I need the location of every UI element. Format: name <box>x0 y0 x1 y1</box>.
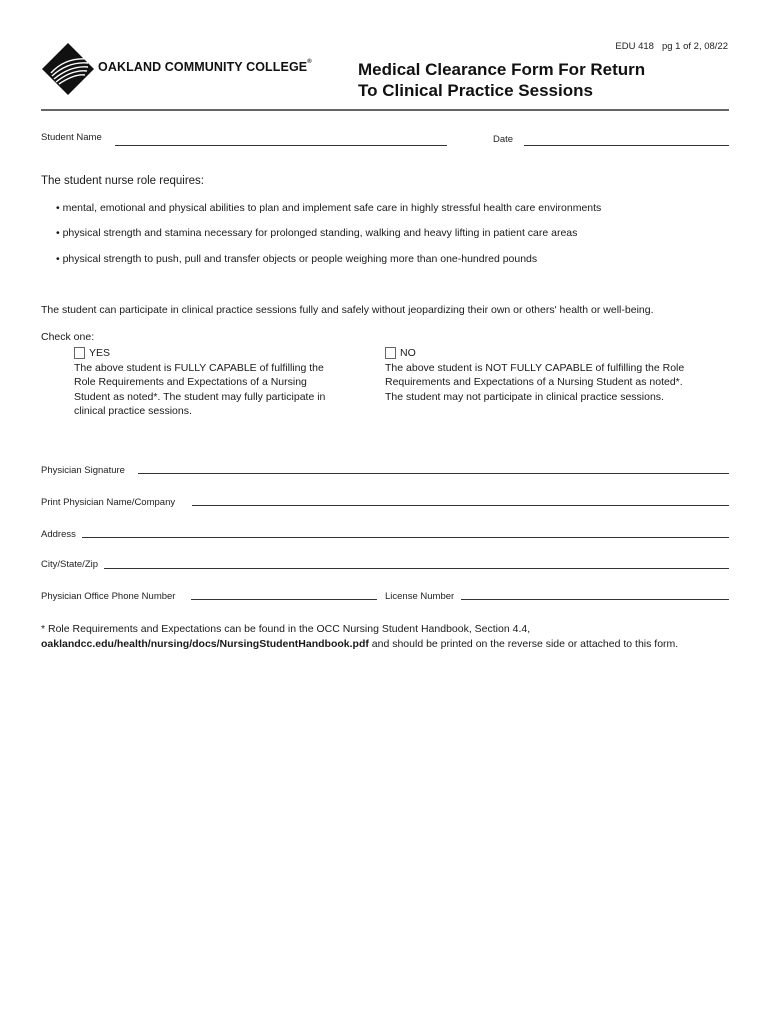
no-description-line: Requirements and Expectations of a Nursing Student as noted*. <box>385 376 683 388</box>
city-state-zip-field[interactable] <box>104 568 729 569</box>
no-checkbox[interactable] <box>385 347 396 359</box>
college-name <box>98 60 312 74</box>
check-one-label: Check one: <box>41 331 95 343</box>
college-logo <box>41 42 331 94</box>
no-description-line: The student may not participate in clinical practice sessions. <box>385 390 664 403</box>
college-logo-icon <box>41 42 95 96</box>
yes-description-line: Student as noted*. The student may fully participate in <box>74 390 326 403</box>
physician-signature-field[interactable] <box>138 473 729 474</box>
physician-phone-label: Physician Office Phone Number <box>41 591 176 602</box>
registered-mark: ® <box>307 59 312 65</box>
address-field[interactable] <box>82 537 729 538</box>
no-label: NO <box>400 347 416 359</box>
physician-phone-field[interactable] <box>191 599 377 600</box>
yes-description-line: clinical practice sessions. <box>74 405 192 417</box>
participation-statement: The student can participate in clinical practice sessions fully and safely without jeopardizing their own or others' health or well-being. <box>41 304 654 316</box>
physician-signature-label: Physician Signature <box>41 465 125 476</box>
requirement-bullet-2: • physical strength and stamina necessary for prolonged standing, walking and heavy lifting in patient care areas <box>56 227 578 239</box>
city-state-zip-label: City/State/Zip <box>41 559 99 570</box>
physician-name-company-label: Print Physician Name/Company <box>41 497 176 508</box>
title-line-1: Medical Clearance Form For Return <box>358 60 646 79</box>
student-name-label: Student Name <box>41 132 102 143</box>
page-title <box>358 59 645 101</box>
address-label: Address <box>41 529 76 540</box>
no-option <box>385 346 735 404</box>
yes-description-line: The above student is FULLY CAPABLE of fulfilling the <box>74 361 324 374</box>
footnote-line-2 <box>41 637 741 652</box>
page-info: pg 1 of 2, 08/22 <box>661 41 728 52</box>
footnote-line-2-rest: and should be printed on the reverse side or attached to this form. <box>368 638 679 650</box>
student-name-field[interactable] <box>115 145 447 146</box>
date-label: Date <box>493 134 514 145</box>
handbook-link[interactable]: oaklandcc.edu/health/nursing/docs/NursingStudentHandbook.pdf <box>41 638 369 650</box>
requirement-bullet-3: • physical strength to push, pull and transfer objects or people weighing more than one-hundred pounds <box>56 253 538 265</box>
yes-description-line: Role Requirements and Expectations of a Nursing <box>74 376 307 388</box>
license-number-label: License Number <box>385 591 455 602</box>
title-line-2: To Clinical Practice Sessions <box>358 81 593 100</box>
physician-name-company-field[interactable] <box>192 505 729 506</box>
yes-label: YES <box>89 347 111 359</box>
footnote <box>41 622 741 652</box>
form-code-header <box>607 41 728 52</box>
college-name-text: OAKLAND COMMUNITY COLLEGE <box>98 60 308 74</box>
yes-checkbox[interactable] <box>74 347 85 359</box>
requirements-intro: The student nurse role requires: <box>41 175 205 187</box>
header-divider <box>41 109 729 111</box>
no-description-line: The above student is NOT FULLY CAPABLE of fulfilling the Role <box>385 361 685 374</box>
requirement-bullet-1: • mental, emotional and physical abilities to plan and implement safe care in highly stressful health care environments <box>56 202 602 214</box>
form-code: EDU 418 <box>615 41 654 52</box>
license-number-field[interactable] <box>461 599 729 600</box>
yes-option <box>74 346 364 419</box>
footnote-line-1: * Role Requirements and Expectations can be found in the OCC Nursing Student Handbook, Section 4.4, <box>41 623 531 635</box>
date-field[interactable] <box>524 145 729 146</box>
